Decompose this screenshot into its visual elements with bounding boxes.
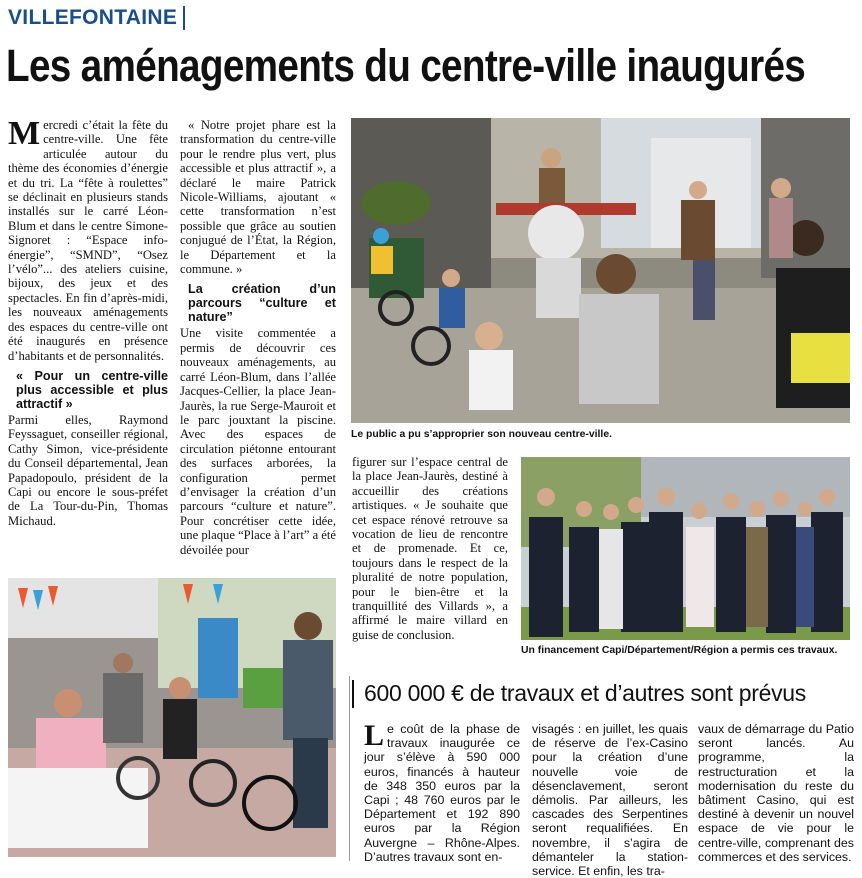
paragraph: figurer sur l’espace central de la place Jean-Jaurès, destiné à accueillir des créations artistiques. « Je souhaite que cet espace rénové retrouve sa vocation de lieu de rencontre et de promenade. Et ce, toujours dans le respect de la pluralité de notre population, pour le bien-être et la tranquillité des Villards », a affirmé le maire villard en guise de conclusion. xyxy=(352,455,508,642)
paragraph: « Notre projet phare est la transformation du centre-ville pour le rendre plus vert, plus accessible et plus attractif », a déclaré le maire Patrick Nicole-Williams, ajoutant « cette transformation n’est possible que grâce au soutien conjugué de l’État, la Région, le Département et la commune. » xyxy=(180,118,336,277)
caption-officials-photo: Un financement Capi/Département/Région a permis ces travaux. xyxy=(521,645,838,656)
lead-paragraph: Mercredi c’était la fête du centre-ville. Une fête articulée autour du thème des économies d’énergie et du tri. La “fête à roulettes” se déclinait en plusieurs stands installés sur le carré Léon-Blum et dans le centre Simone-Signoret : “Espace info-énergie”, “SMND”, “Osez l’vélo”... des ateliers cuisine, bijoux, des jeux et des spectacles. En fin d’après-midi, les nouveaux aménagements des espaces du centre-ville ont été inaugurés en présence d’habitants et de personnalités. xyxy=(8,115,168,363)
box-title-bar xyxy=(352,680,354,708)
headline: Les aménagements du centre-ville inaugurés xyxy=(6,40,806,91)
kicker-bar xyxy=(183,6,185,30)
photo-bike-workshop-image xyxy=(8,578,336,857)
article-column-2 xyxy=(180,118,336,557)
paragraph: visagés : en juillet, les quais de réserve de l’ex-Casino pour la création d’une nouvelle voie de désenclavement, seront démolis. Par ailleurs, les cascades des Serpentines seront requalifiées. En novembre, il s’agira de démanteler la station-service. Et enfin, les tra- xyxy=(532,722,688,878)
section-kicker xyxy=(8,4,185,32)
subheading-accessible: « Pour un centre-ville plus accessible et plus attractif » xyxy=(16,368,168,411)
paragraph: Une visite commentée a permis de découvrir ces nouveaux aménagements, au carré Léon-Blum, dans l’allée Jacques-Cellier, la place Jean-Jaurès, la rue Serge-Mauroit et le parc jouxtant la piscine. Avec des espaces de circulation piétonne entourant des surfaces arborées, la configuration permet d’envisager la création d’un parcours “culture et nature”. Pour concrétiser cette idée, une plaque “Place à l’art” a été dévoilée pour xyxy=(180,326,336,557)
paragraph: vaux de démarrage du Patio seront lancés. Au programme, la restructuration et la modernisation du reste du bâtiment Casino, qui est destiné à devenir un nouvel espace de vie pour le centre-ville, comprenant des commerces et des services. xyxy=(698,722,854,864)
box-column-1 xyxy=(364,719,520,864)
subheading-culture-nature: La création d’un parcours “culture et nature” xyxy=(188,282,336,325)
caption-main-photo: Le public a pu s’approprier son nouveau centre-ville. xyxy=(351,429,612,440)
paragraph: Parmi elles, Raymond Feyssaguet, conseiller régional, Cathy Simon, vice-présidente du Conseil départemental, Jean Papadopoulo, président de la Capi ou encore le sous-préfet de La Tour-du-Pin, Thomas Michaud. xyxy=(8,412,168,528)
box-column-3 xyxy=(698,722,854,864)
box-column-2 xyxy=(532,722,688,878)
drop-cap: M xyxy=(8,115,41,152)
photo-children-bikes-image xyxy=(351,118,850,423)
photo-bike-workshop xyxy=(8,578,336,857)
article-column-1 xyxy=(8,115,168,528)
article-column-3 xyxy=(352,455,508,642)
column-rule xyxy=(349,676,350,861)
drop-cap: L xyxy=(364,719,385,752)
photo-children-bikes xyxy=(351,118,850,423)
photo-officials xyxy=(521,457,850,640)
kicker-text: VILLEFONTAINE xyxy=(8,6,178,29)
photo-officials-image xyxy=(521,457,850,640)
box-title: 600 000 € de travaux et d’autres sont prévus xyxy=(364,680,806,706)
paragraph: Le coût de la phase de travaux inaugurée ce jour s’élève à 590 000 euros, financés à hauteur de 348 350 euros par la Capi ; 48 760 euros par le Département et 192 890 euros par la Région Auvergne – Rhône-Alpes. D’autres travaux sont en- xyxy=(364,719,520,864)
